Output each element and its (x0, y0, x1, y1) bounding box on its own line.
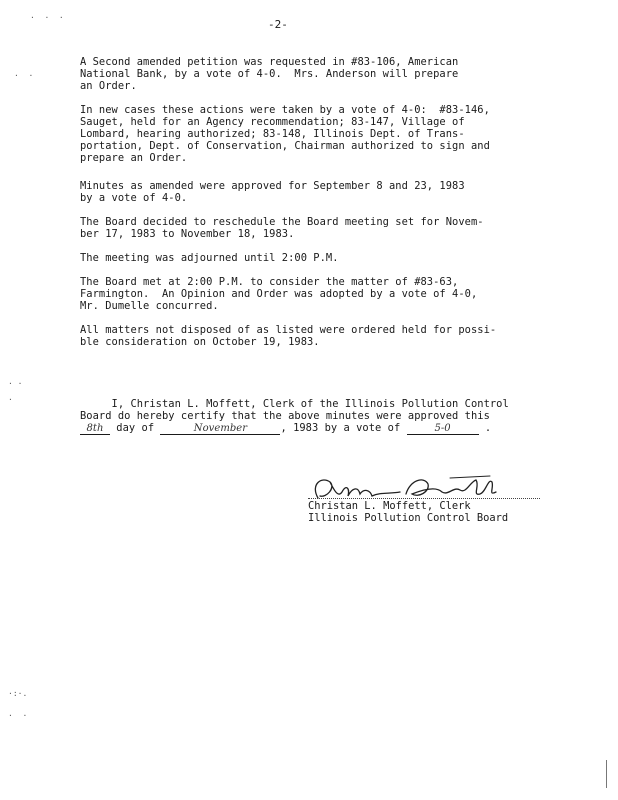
clerk-organization: Illinois Pollution Control Board (308, 512, 509, 524)
scan-speck: · · (8, 711, 28, 720)
certification-line-3 (80, 422, 560, 435)
signature-block (300, 474, 550, 532)
paragraph-adjourned: The meeting was adjourned until 2:00 P.M. (80, 252, 339, 264)
year-vote-label: , 1983 by a vote of (280, 422, 407, 434)
scan-speck: · (8, 395, 13, 404)
clerk-name: Christan L. Moffett, Clerk (308, 500, 471, 512)
paragraph-matters-held: All matters not disposed of as listed were ordered held for possi- ble consideration on October 19, 1983. (80, 324, 497, 348)
day-of-label: day of (110, 422, 161, 434)
paragraph-second-amended-petition: A Second amended petition was requested in #83-106, American National Bank, by a vote of 4-0. Mrs. Anderson will prepare an Order. (80, 56, 459, 92)
scan-speck: · · · (30, 13, 64, 22)
handwritten-day-blank: 8th (80, 423, 110, 435)
signature-line (308, 498, 540, 499)
paragraph-reschedule: The Board decided to reschedule the Board meeting set for Novem- ber 17, 1983 to November 18, 1983. (80, 216, 484, 240)
page-number: -2- (268, 18, 288, 31)
handwritten-vote-blank: 5-0 (407, 423, 479, 435)
end-period: . (478, 422, 492, 434)
paragraph-minutes-approved: Minutes as amended were approved for September 8 and 23, 1983 by a vote of 4-0. (80, 180, 465, 204)
paragraph-afternoon-session: The Board met at 2:00 P.M. to consider the matter of #83-63, Farmington. An Opinion and Order was adopted by a vote of 4-0, Mr. Dumelle concurred. (80, 276, 478, 312)
scan-speck: · · (8, 379, 23, 388)
scan-speck: · · (14, 71, 34, 80)
scan-edge-mark (606, 760, 607, 788)
scan-speck: ·:·. (8, 689, 28, 698)
certification-line-2: Board do hereby certify that the above minutes were approved this (80, 410, 490, 422)
certification-line-1: I, Christan L. Moffett, Clerk of the Illinois Pollution Control (80, 398, 509, 410)
handwritten-month-blank: November (160, 423, 280, 435)
paragraph-new-cases: In new cases these actions were taken by a vote of 4-0: #83-146, Sauget, held for an Agency recommendation; 83-147, Village of Lombard, hearing authorized; 83-148, Illinois Dept. of Trans- portation, Dept. of Conservation, Chairman authorized to sign and prepare an Order. (80, 104, 490, 164)
